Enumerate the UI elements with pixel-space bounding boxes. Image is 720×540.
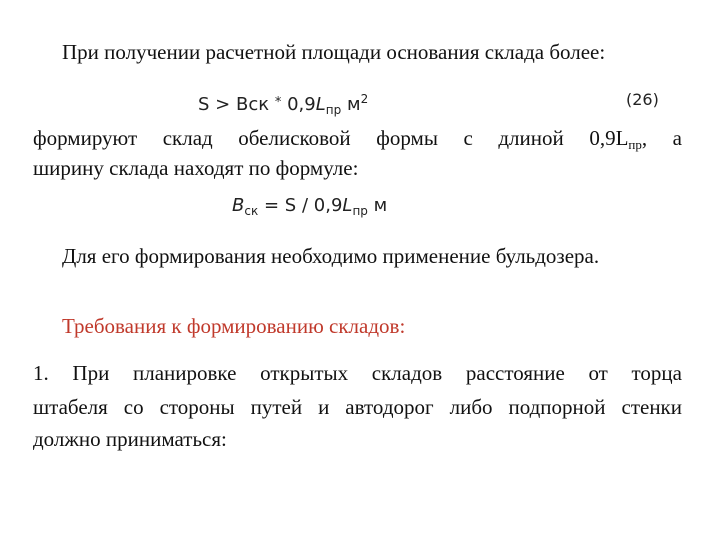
formula2-eq: = bbox=[263, 195, 280, 216]
item1-line1: 1. При планировке открытых складов расстояние от торца bbox=[33, 361, 682, 385]
para1-line1-tail: , а bbox=[641, 126, 682, 150]
formula2-unit: м bbox=[373, 195, 388, 216]
equation-number: (26) bbox=[626, 90, 659, 109]
para1-line1-text: формируют склад обелисковой формы с длиной 0,9L bbox=[33, 126, 629, 150]
formula-unit-sup: 2 bbox=[360, 92, 369, 106]
bulldozer-line: Для его формирования необходимо применение бульдозера. bbox=[62, 244, 600, 268]
formula-l: L bbox=[315, 94, 326, 115]
formula2-b: B bbox=[232, 195, 245, 216]
formula-unit: м bbox=[346, 94, 361, 115]
para1-line1-sub: пр bbox=[628, 137, 642, 152]
formula-star: * bbox=[274, 95, 282, 110]
formula2-b-sub: ск bbox=[244, 204, 259, 218]
formula-s: S bbox=[198, 94, 210, 115]
item1-line3: должно приниматься: bbox=[33, 427, 227, 451]
formula2-coef: 0,9 bbox=[313, 195, 343, 216]
requirements-heading: Требования к формированию складов: bbox=[62, 314, 406, 338]
formula-l-sub: пр bbox=[325, 103, 342, 117]
formula2-l-sub: пр bbox=[352, 204, 368, 218]
item1-line2: штабеля со стороны путей и автодорог либо подпорной стенки bbox=[33, 395, 682, 419]
formula2-l: L bbox=[342, 195, 353, 216]
formula2-slash: / bbox=[301, 195, 309, 216]
formula-bsk bbox=[232, 195, 387, 222]
intro-line: При получении расчетной площади основания склада более: bbox=[62, 40, 606, 64]
para1-line2: ширину склада находят по формуле: bbox=[33, 156, 359, 180]
formula2-s: S bbox=[284, 195, 297, 216]
para1-line1 bbox=[33, 126, 682, 157]
formula-bsk: Вск bbox=[236, 94, 270, 115]
formula-gt: > bbox=[215, 94, 231, 115]
formula-26 bbox=[198, 88, 368, 121]
formula-coef: 0,9 bbox=[287, 94, 316, 115]
